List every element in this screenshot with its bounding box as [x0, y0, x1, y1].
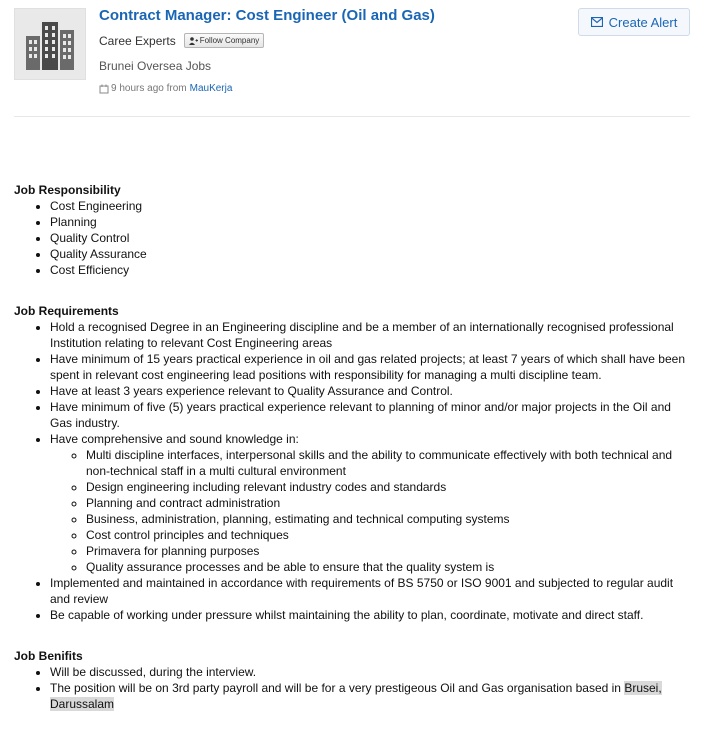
list-item-text: Have comprehensive and sound knowledge in:	[50, 432, 299, 446]
create-alert-label: Create Alert	[608, 14, 678, 30]
sublist-item: ◦ Quality assurance processes and be able to ensure that the quality system is	[86, 559, 690, 575]
list-item: • Be capable of working under pressure whilst maintaining the ability to plan, coordinate, motivate and direct staff.	[50, 607, 690, 623]
company-logo[interactable]	[14, 8, 86, 80]
benefits-heading: Job Benifits	[14, 649, 83, 663]
list-item: • Planning	[50, 214, 690, 230]
list-item: • Hold a recognised Degree in an Engineering discipline and be a member of an internationally recognised professional Institution relating to relevant Cost Engineering areas	[50, 319, 690, 351]
job-header	[14, 0, 690, 117]
create-alert-button[interactable]	[578, 8, 690, 36]
responsibility-section	[14, 182, 690, 278]
envelope-icon	[591, 17, 603, 27]
job-description	[14, 182, 690, 712]
posted-meta	[99, 83, 232, 94]
sublist-item: ◦ Multi discipline interfaces, interpersonal skills and the ability to communicate effectively with both technical and non-technical staff in a multi cultural environment	[86, 447, 690, 479]
calendar-icon	[99, 84, 109, 94]
list-item: • Have minimum of 15 years practical experience in oil and gas related projects; at least 7 years of which shall have been spent in relevant cost engineering lead positions with responsibility for managing a multi discipline team.	[50, 351, 690, 383]
requirements-heading: Job Requirements	[14, 304, 119, 318]
requirements-list	[14, 319, 690, 623]
requirements-section	[14, 303, 690, 623]
list-item	[50, 431, 690, 575]
company-row	[99, 33, 264, 48]
job-location: Brunei Oversea Jobs	[99, 59, 212, 73]
posted-time: 9 hours ago from	[111, 83, 187, 94]
list-item-text: The position will be on 3rd party payroll and will be for a very prestigeous Oil and Gas organisation based in	[50, 681, 621, 695]
sublist-item: ◦ Business, administration, planning, estimating and technical computing systems	[86, 511, 690, 527]
highlighted-location: Brusei, Darussalam	[50, 681, 662, 711]
responsibility-list	[14, 198, 690, 278]
list-item	[50, 680, 690, 712]
list-item: • Quality Assurance	[50, 246, 690, 262]
source-link[interactable]: MauKerja	[189, 83, 233, 94]
list-item: • Cost Engineering	[50, 198, 690, 214]
list-item: • Have minimum of five (5) years practical experience relevant to planning of minor and/or major projects in the Oil and Gas industry.	[50, 399, 690, 431]
building-icon	[22, 16, 78, 72]
user-plus-icon	[189, 37, 198, 45]
list-item: • Will be discussed, during the interview.	[50, 664, 690, 680]
list-item: • Quality Control	[50, 230, 690, 246]
sublist-item: ◦ Planning and contract administration	[86, 495, 690, 511]
sublist-item: ◦ Cost control principles and techniques	[86, 527, 690, 543]
benefits-list	[14, 664, 690, 712]
benefits-section	[14, 648, 690, 712]
sublist-item: ◦ Primavera for planning purposes	[86, 543, 690, 559]
sublist-item: ◦ Design engineering including relevant industry codes and standards	[86, 479, 690, 495]
follow-company-button[interactable]	[184, 33, 265, 48]
job-title[interactable]: Contract Manager: Cost Engineer (Oil and Gas)	[99, 7, 435, 24]
company-name: Caree Experts	[99, 33, 176, 48]
knowledge-sublist	[50, 447, 690, 575]
list-item: • Have at least 3 years experience relevant to Quality Assurance and Control.	[50, 383, 690, 399]
list-item: • Implemented and maintained in accordance with requirements of BS 5750 or ISO 9001 and subjected to regular audit and review	[50, 575, 690, 607]
follow-company-label: Follow Company	[199, 36, 260, 45]
responsibility-heading: Job Responsibility	[14, 183, 121, 197]
list-item: • Cost Efficiency	[50, 262, 690, 278]
